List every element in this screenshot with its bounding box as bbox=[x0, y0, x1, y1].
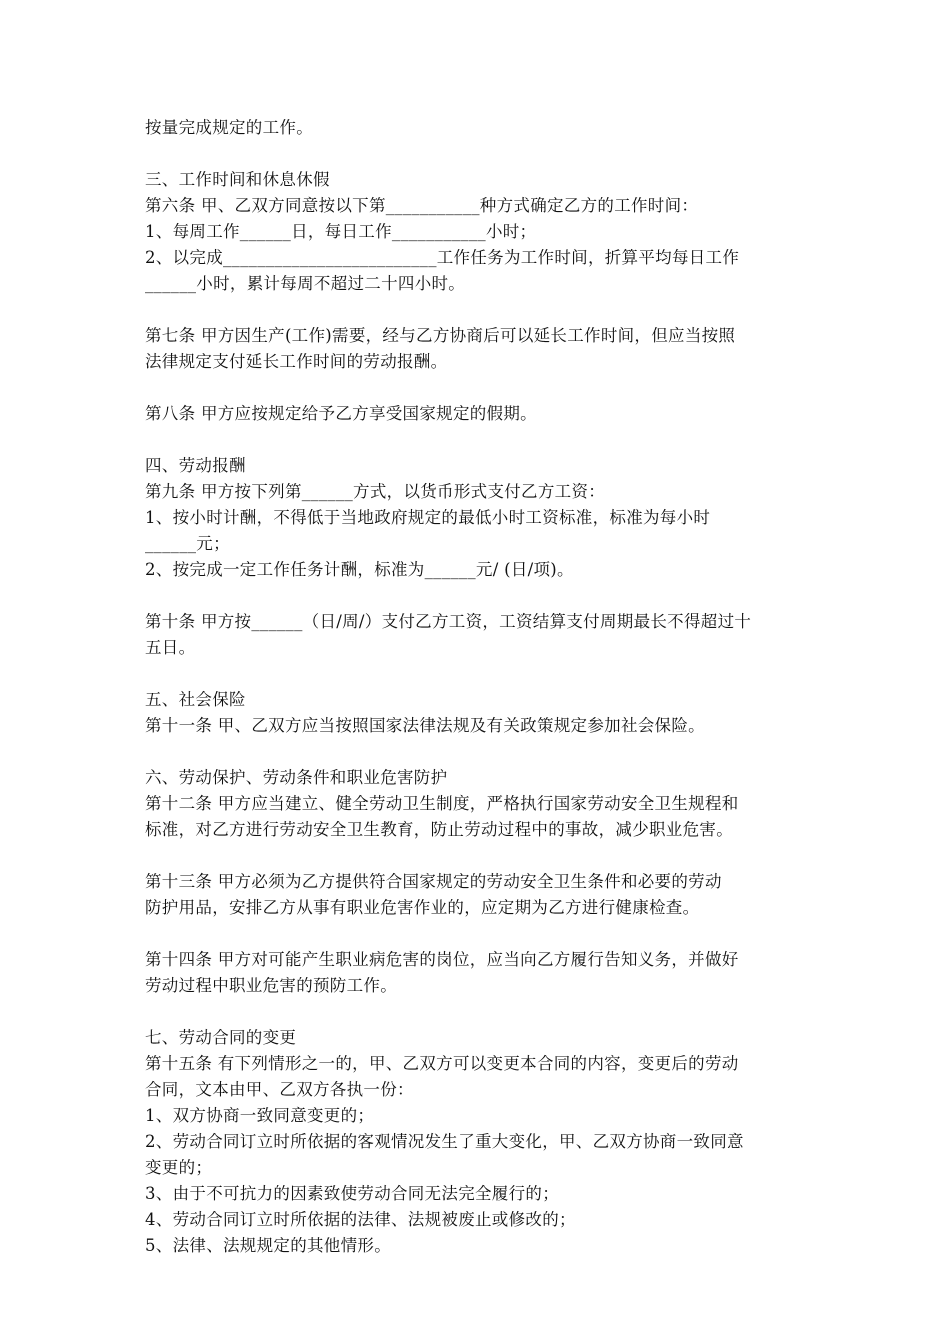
text-line: 防护用品，安排乙方从事有职业危害作业的，应定期为乙方进行健康检查。 bbox=[145, 898, 700, 917]
text-line: 2、劳动合同订立时所依据的客观情况发生了重大变化，甲、乙双方协商一致同意 bbox=[145, 1132, 744, 1151]
blank-line bbox=[145, 583, 815, 609]
text-line: 四、劳动报酬 bbox=[145, 456, 246, 475]
blank-line bbox=[145, 739, 815, 765]
text-line: 三、工作时间和休息休假 bbox=[145, 170, 330, 189]
text-line: 第七条 甲方因生产(工作)需要，经与乙方协商后可以延长工作时间，但应当按照 bbox=[145, 326, 736, 345]
text-line: 2、以完成_________________________工作任务为工作时间，折算平均每日工作 bbox=[145, 248, 740, 267]
blank-line bbox=[145, 427, 815, 453]
text-line: 五、社会保险 bbox=[145, 690, 246, 709]
text-line: ______小时，累计每周不超过二十四小时。 bbox=[145, 274, 466, 293]
blank-line bbox=[145, 375, 815, 401]
blank-line bbox=[145, 661, 815, 687]
text-line: 1、每周工作______日，每日工作___________小时； bbox=[145, 222, 537, 241]
text-line: 第八条 甲方应按规定给予乙方享受国家规定的假期。 bbox=[145, 404, 537, 423]
text-line: 第十一条 甲、乙双方应当按照国家法律法规及有关政策规定参加社会保险。 bbox=[145, 716, 705, 735]
text-line: 第十三条 甲方必须为乙方提供符合国家规定的劳动安全卫生条件和必要的劳动 bbox=[145, 872, 722, 891]
text-line: 第十四条 甲方对可能产生职业病危害的岗位，应当向乙方履行告知义务，并做好 bbox=[145, 950, 739, 969]
document-page bbox=[145, 115, 815, 1259]
text-line: ______元； bbox=[145, 534, 230, 553]
text-line: 1、双方协商一致同意变更的； bbox=[145, 1106, 375, 1125]
text-line: 2、按完成一定工作任务计酬，标准为______元/ (日/项)。 bbox=[145, 560, 574, 579]
text-line: 法律规定支付延长工作时间的劳动报酬。 bbox=[145, 352, 448, 371]
text-line: 合同，文本由甲、乙双方各执一份： bbox=[145, 1080, 414, 1099]
blank-line bbox=[145, 999, 815, 1025]
text-line: 按量完成规定的工作。 bbox=[145, 118, 313, 137]
text-line: 4、劳动合同订立时所依据的法律、法规被废止或修改的； bbox=[145, 1210, 576, 1229]
text-line: 第十五条 有下列情形之一的，甲、乙双方可以变更本合同的内容，变更后的劳动 bbox=[145, 1054, 739, 1073]
blank-line bbox=[145, 843, 815, 869]
text-line: 第九条 甲方按下列第______方式，以货币形式支付乙方工资： bbox=[145, 482, 606, 501]
text-line: 1、按小时计酬，不得低于当地政府规定的最低小时工资标准，标准为每小时 bbox=[145, 508, 711, 527]
text-line: 标准，对乙方进行劳动安全卫生教育，防止劳动过程中的事故，减少职业危害。 bbox=[145, 820, 733, 839]
text-line: 七、劳动合同的变更 bbox=[145, 1028, 297, 1047]
text-line: 劳动过程中职业危害的预防工作。 bbox=[145, 976, 397, 995]
text-line: 第十二条 甲方应当建立、健全劳动卫生制度，严格执行国家劳动安全卫生规程和 bbox=[145, 794, 739, 813]
text-line: 六、劳动保护、劳动条件和职业危害防护 bbox=[145, 768, 448, 787]
text-line: 第十条 甲方按______（日/周/）支付乙方工资，工资结算支付周期最长不得超过十 bbox=[145, 612, 752, 631]
text-line: 3、由于不可抗力的因素致使劳动合同无法完全履行的； bbox=[145, 1184, 559, 1203]
text-line: 5、法律、法规规定的其他情形。 bbox=[145, 1236, 391, 1255]
blank-line bbox=[145, 921, 815, 947]
text-line: 第六条 甲、乙双方同意按以下第___________种方式确定乙方的工作时间： bbox=[145, 196, 699, 215]
blank-line bbox=[145, 141, 815, 167]
blank-line bbox=[145, 297, 815, 323]
text-line: 变更的； bbox=[145, 1158, 213, 1177]
text-line: 五日。 bbox=[145, 638, 196, 657]
